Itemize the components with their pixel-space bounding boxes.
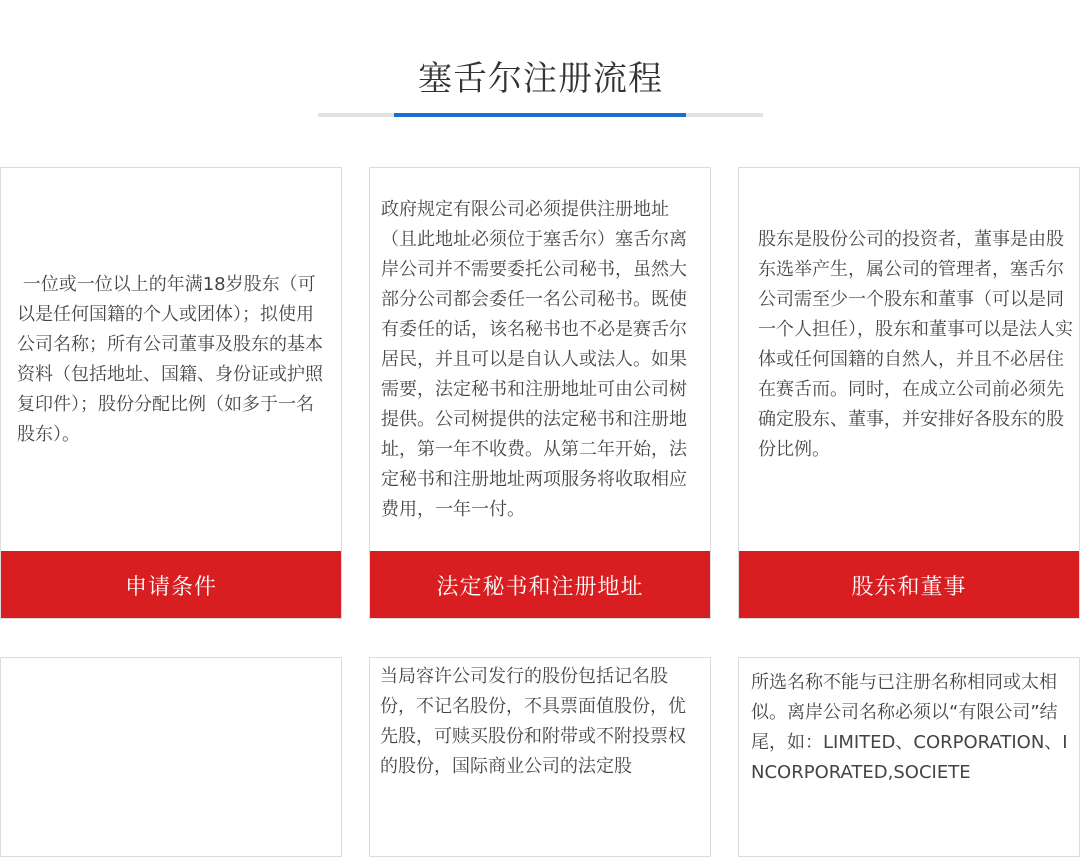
card-row2-left	[0, 657, 342, 857]
card-application-requirements	[0, 167, 342, 619]
card-label-bar[interactable]: 法定秘书和注册地址	[369, 551, 711, 619]
card-label-bar[interactable]: 申请条件	[0, 551, 342, 619]
card-text: 一位或一位以上的年满18岁股东（可以是任何国籍的个人或团体）；拟使用公司名称；所有公司董事及股东的基本资料（包括地址、国籍、身份证或护照复印件）；股份分配比例（如多于一名股东）。	[17, 273, 323, 445]
page-title: 塞舌尔注册流程	[418, 59, 663, 99]
card-secretary-and-address	[369, 167, 711, 619]
card-shareholders-and-directors	[738, 167, 1080, 619]
title-accent-bar	[394, 113, 686, 117]
card-text: 当局容许公司发行的股份包括记名股份，不记名股份，不具票面值股份，优先股，可赎买股份和附带或不附投票权的股份，国际商业公司的法定股	[380, 666, 686, 777]
card-label-bar[interactable]: 股东和董事	[738, 551, 1080, 619]
section-heading	[318, 56, 763, 118]
title-divider	[318, 113, 763, 117]
card-company-name	[738, 657, 1080, 857]
card-text: 所选名称不能与已注册名称相同或太相似。离岸公司名称必须以“有限公司”结尾，如：LIMITED、CORPORATION、INCORPORATED,SOCIETE	[751, 672, 1068, 783]
card-text: 股东是股份公司的投资者，董事是由股东选举产生，属公司的管理者，塞舌尔公司需至少一个股东和董事（可以是同一个人担任），股东和董事可以是法人实体或任何国籍的自然人，并且不必居住在赛舌而。同时，在成立公司前必须先确定股东、董事，并安排好各股东的股份比例。	[758, 229, 1073, 460]
card-text: 政府规定有限公司必须提供注册地址（且此地址必须位于塞舌尔）塞舌尔离岸公司并不需要委托公司秘书，虽然大部分公司都会委任一名公司秘书。既使有委任的话，该名秘书也不必是赛舌尔居民，并且可以是自认人或法人。如果需要，法定秘书和注册地址可由公司树提供。公司树提供的法定秘书和注册地址，第一年不收费。从第二年开始，法定秘书和注册地址两项服务将收取相应费用，一年一付。	[381, 198, 687, 520]
card-shares	[369, 657, 711, 857]
